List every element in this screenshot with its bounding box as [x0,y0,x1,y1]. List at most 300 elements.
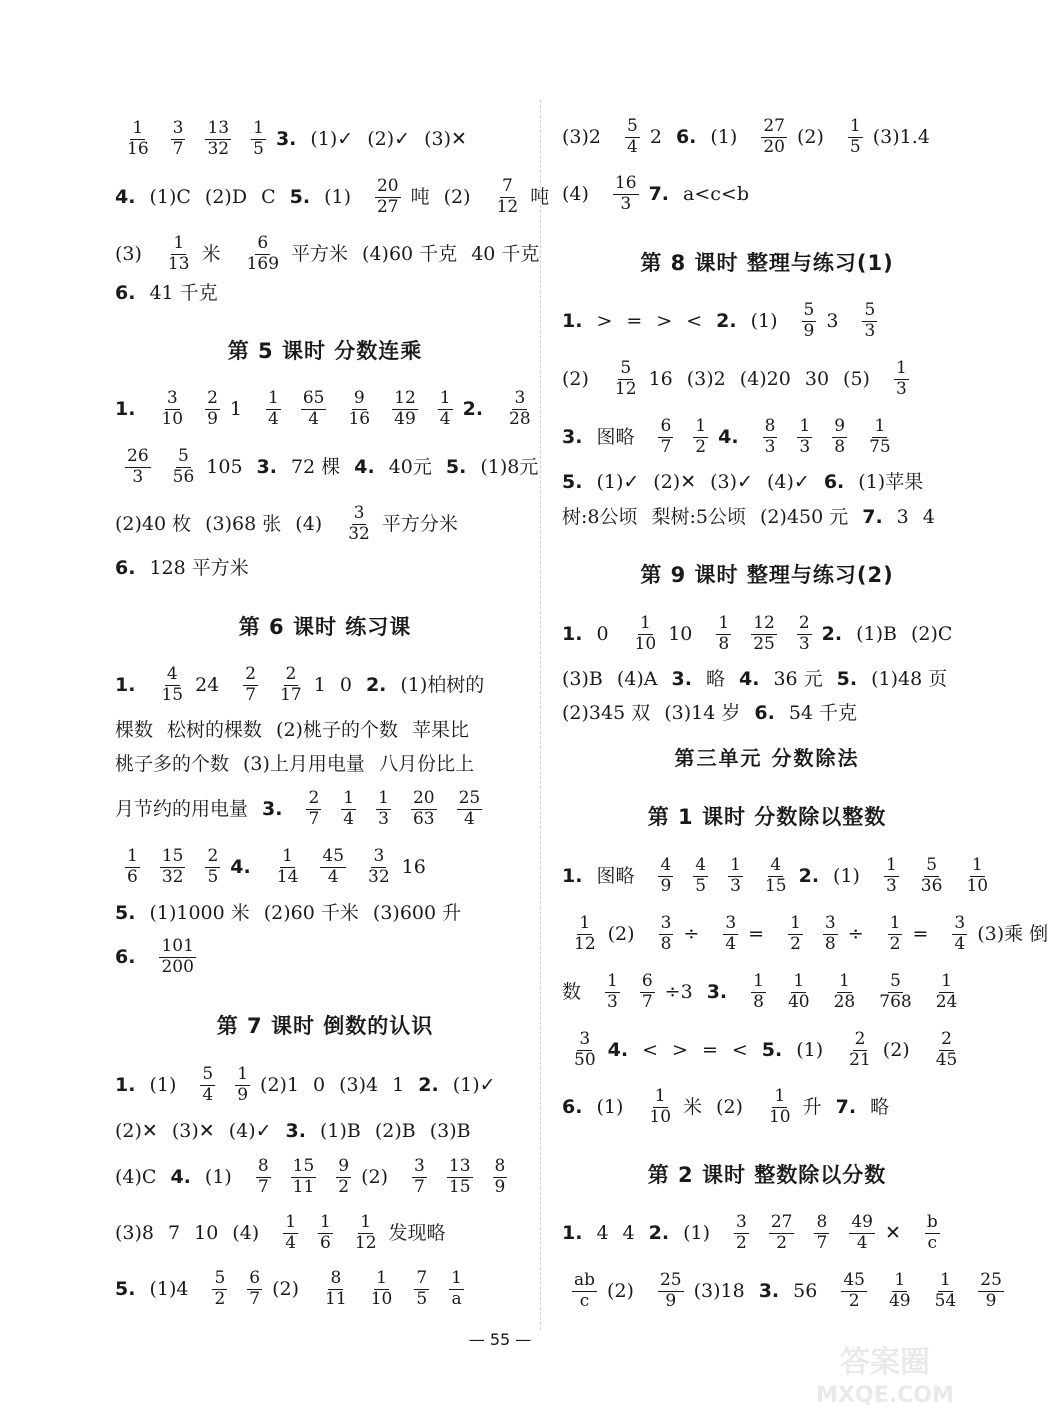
answer-text: (1) [683,1221,711,1244]
answer-text: 1 [392,1073,405,1096]
answer-text: 1 [229,397,243,420]
denominator: 4 [285,1232,297,1253]
fraction [786,973,812,1012]
answer-line [115,178,563,217]
answer-line [562,973,969,1012]
numerator: 1 [753,971,764,991]
answer-text: 41 千克 [149,282,218,304]
question-number: 5. [761,1038,783,1061]
answer-text: 吨 [410,185,430,208]
numerator: 3 [954,913,966,933]
denominator: 2 [889,933,901,954]
answer-text: 40元 [388,455,432,478]
question-number: 6. [675,125,697,148]
numerator: 1 [439,388,451,408]
numerator: 6 [641,971,653,991]
numerator: 2 [207,846,219,866]
numerator: 1 [253,118,264,138]
numerator: 49 [851,1212,873,1232]
lesson-heading: 第 6 课时 练习课 [238,615,412,639]
fraction [323,1270,349,1309]
numerator: ab [574,1270,596,1290]
denominator: 4 [627,136,638,157]
fraction [493,1158,508,1197]
numerator: 9 [338,1156,350,1176]
answer-text: 72 棵 [291,455,341,478]
numerator: 2 [207,388,218,408]
denominator: 75 [869,436,891,457]
answer-text: (3)1.4 [872,125,930,148]
answer-line [562,508,949,527]
denominator: 6 [127,866,138,887]
numerator: 45 [843,1270,865,1290]
numerator: 1 [378,788,389,808]
answer-text: (3)14 岁 [664,702,741,724]
answer-text: = [912,922,929,945]
denominator: 4 [268,408,279,429]
answer-line [115,1122,485,1141]
denominator: 49 [888,1290,911,1311]
numerator: 3 [736,1212,747,1232]
answer-line [115,721,483,740]
numerator: 9 [834,416,846,436]
denominator: 54 [934,1290,957,1311]
fraction [159,390,185,429]
denominator: 2 [848,1290,860,1311]
answer-text: (2)✕ [115,1120,158,1142]
denominator: 2 [776,1232,788,1253]
denominator: 9 [803,320,815,341]
fraction [369,1270,395,1309]
numerator: 1 [774,1086,786,1106]
denominator: 2 [338,1176,350,1197]
numerator: 13 [448,1156,471,1176]
numerator: 1 [971,855,983,875]
numerator: 2 [941,1029,952,1049]
numerator: 101 [161,936,194,956]
denominator: 10 [649,1106,672,1127]
numerator: 3 [414,1156,425,1176]
answer-text: (2)D [204,185,248,208]
question-number: 5. [115,902,136,924]
denominator: 3 [799,436,811,457]
answer-text: < [642,1038,659,1061]
answer-line [562,704,871,723]
answer-line [115,120,481,159]
denominator: 63 [412,808,435,829]
denominator: 14 [276,866,299,887]
numerator: 1 [894,1270,906,1290]
answer-text: 1 [313,673,326,696]
fraction [243,666,258,705]
fraction [200,1066,215,1105]
answer-text: (3)68 张 [205,512,282,535]
denominator: 28 [833,991,856,1012]
fraction [894,360,909,399]
answer-text: 图略 [596,425,635,448]
question-number: 7. [862,506,883,528]
question-number: 7. [648,182,670,205]
fraction [301,390,327,429]
fraction [245,235,281,274]
numerator: 5 [803,300,815,320]
numerator: 12 [394,388,416,408]
answer-text: (1) [750,309,778,332]
fraction [978,1272,1004,1311]
numerator: 1 [132,118,144,138]
numerator: 2 [285,664,297,684]
answer-text: (2) [716,1095,743,1118]
fraction [336,1158,351,1197]
numerator: 1 [639,613,651,633]
answer-text: ✕ [884,1221,901,1244]
fraction [797,418,812,457]
answer-text: (4)A [616,668,658,690]
fraction [572,915,598,954]
numerator: 3 [824,913,836,933]
fraction [862,302,877,341]
denominator: 4 [439,408,451,429]
fraction [728,857,743,896]
answer-line [115,1270,474,1309]
answer-line [115,848,440,887]
watermark-line2: MXQE.COM [816,1383,954,1408]
fraction [925,1214,940,1253]
denominator: 15 [448,1176,471,1197]
question-number: 2. [716,309,737,332]
denominator: 200 [161,956,194,977]
question-number: 1. [562,309,583,332]
question-number: 4. [354,455,375,478]
answer-text: (2)345 双 [562,702,651,724]
fraction [832,418,847,457]
numerator: 1 [579,913,591,933]
numerator: 1 [127,846,138,866]
fraction [375,178,401,217]
denominator: 3 [730,875,741,896]
numerator: 1 [695,416,707,436]
denominator: 10 [370,1288,393,1309]
fraction [212,1270,227,1309]
fraction [205,120,231,159]
question-number: 2. [798,864,820,887]
denominator: 4 [856,1232,868,1253]
question-number: 5. [115,1277,136,1300]
denominator: 9 [985,1290,997,1311]
denominator: 12 [354,1232,377,1253]
denominator: 2 [214,1288,226,1309]
numerator: 4 [695,855,707,875]
fraction [934,973,960,1012]
denominator: 7 [660,436,672,457]
fraction [887,1272,913,1311]
denominator: 768 [879,991,912,1012]
answer-text: = [626,309,643,332]
numerator: 25 [659,1270,682,1290]
question-number: 5. [445,455,467,478]
answer-text: 发现略 [388,1221,446,1244]
answer-text: 4 [596,1221,609,1244]
numerator: 6 [660,416,672,436]
fraction [283,1214,298,1253]
numerator: 4 [166,664,178,684]
fraction [572,1272,597,1311]
denominator: 3 [620,193,632,214]
answer-text: 105 [206,455,243,478]
denominator: 13 [167,253,190,274]
denominator: 3 [607,991,618,1012]
fraction [693,857,708,896]
answer-text: 月节约的用电量 [115,797,249,820]
fraction [171,448,197,487]
numerator: 1 [268,388,279,408]
question-number: 4. [230,855,251,878]
denominator: 50 [574,1049,596,1070]
denominator: 10 [634,633,657,654]
question-number: 3. [285,1120,306,1142]
numerator: 5 [926,855,938,875]
denominator: 7 [172,138,184,159]
answer-text: 0 [339,673,352,696]
answer-text: 4 [922,506,935,528]
answer-line [115,559,263,578]
fraction [205,390,220,429]
answer-text: 3 [896,506,909,528]
numerator: 8 [764,416,776,436]
answer-text: (5) [843,367,870,390]
fraction [346,505,372,544]
fraction [414,1270,429,1309]
fraction [849,1214,875,1253]
fraction [658,1272,684,1311]
answer-text: 苹果比 [411,719,469,741]
numerator: 8 [816,1212,828,1232]
answer-text: (2) [882,1038,910,1061]
answer-text: (4)C [115,1165,157,1188]
answer-text: 30 [804,367,830,390]
fraction [507,390,533,429]
fraction [266,390,281,429]
answer-text: (1) [710,125,738,148]
question-number: 4. [607,1038,629,1061]
denominator: 8 [824,933,836,954]
numerator: 15 [161,846,184,866]
denominator: 40 [787,991,810,1012]
numerator: 3 [579,1029,591,1049]
fraction [605,973,620,1012]
question-number: 1. [562,1221,583,1244]
answer-line [562,1031,969,1070]
answer-text: (3)✕ [171,1120,215,1142]
watermark-logo [790,1340,980,1410]
answer-text: 平方分米 [381,512,458,535]
answer-text: (4)20 [739,367,791,390]
answer-text: (2) [796,125,824,148]
answer-text: 10 [668,622,693,645]
fraction [412,1158,427,1197]
answer-text: ÷3 [664,980,693,1003]
answer-line [562,175,763,214]
question-number: 1. [115,673,136,696]
answer-text: (3)4 [339,1073,379,1096]
numerator: 2 [245,664,257,684]
answer-text: (1)苹果 [858,471,924,493]
answer-text: (4) [562,182,589,205]
answer-text: (4) [295,512,323,535]
answer-text: 0 [313,1073,326,1096]
numerator: 1 [451,1268,462,1288]
numerator: 3 [373,846,385,866]
fraction [366,848,392,887]
fraction [457,790,483,829]
denominator: 32 [368,866,390,887]
answer-text: 40 千克 [471,242,540,265]
question-number: 3. [562,425,583,448]
fraction [291,1158,317,1197]
answer-text: (2)60 千米 [263,902,359,924]
answer-text: (2) [443,185,471,208]
numerator: 3 [172,118,184,138]
denominator: 4 [954,933,966,954]
answer-line [115,1158,517,1197]
denominator: 2 [695,436,707,457]
fraction [306,790,321,829]
denominator: 9 [665,1290,677,1311]
answer-text: (1)4 [149,1277,189,1300]
fraction [438,390,453,429]
fraction [647,1088,673,1127]
answer-text: (3) [115,242,142,265]
question-number: 3. [275,127,297,150]
numerator: 4 [660,855,672,875]
denominator: 3 [378,808,389,829]
answer-text: (2) [562,367,589,390]
denominator: 8 [718,633,730,654]
denominator: 169 [246,253,280,274]
fraction [251,120,266,159]
column-divider [540,100,541,1330]
answer-text: (1)B [319,1120,361,1142]
fraction [763,418,778,457]
numerator: b [926,1212,938,1232]
denominator: 9 [237,1084,249,1105]
numerator: 1 [376,1268,387,1288]
denominator: 10 [161,408,184,429]
fraction [823,915,838,954]
fraction [814,1214,829,1253]
numerator: 8 [494,1156,506,1176]
answer-text: 0 [596,622,609,645]
numerator: 26 [127,446,149,466]
answer-text: (1)48 页 [871,668,948,690]
denominator: 9 [207,408,218,429]
fraction [159,666,185,705]
answer-text: (1)C [149,185,191,208]
denominator: 12 [614,378,637,399]
denominator: 3 [864,320,876,341]
numerator: 8 [330,1268,342,1288]
answer-text: < [686,309,703,332]
answer-text: (3)✕ [424,127,467,150]
numerator: 1 [285,1212,297,1232]
fraction [658,418,673,457]
fraction [802,302,817,341]
answer-text: (1) [149,1073,177,1096]
answer-text: 36 元 [773,668,823,690]
answer-text: 3 [826,309,839,332]
answer-line [115,790,492,829]
answer-text: 桃子多的个数 [115,753,230,775]
answer-line [562,1088,903,1127]
answer-text: 棵数 [115,719,154,741]
denominator: 5 [695,875,707,896]
denominator: 6 [320,1232,331,1253]
question-number: 1. [562,864,583,887]
fraction [934,1031,960,1070]
answer-line [115,1066,510,1105]
answer-line [562,360,919,399]
denominator: 32 [207,138,230,159]
numerator: 65 [302,388,325,408]
answer-text: 4 [622,1221,635,1244]
question-number: 6. [754,702,775,724]
denominator: 15 [161,684,184,705]
denominator: 4 [202,1084,214,1105]
answer-text: (3)上月用电量 [243,753,365,775]
denominator: 3 [132,466,144,487]
numerator: 27 [763,116,785,136]
fraction [867,418,893,457]
denominator: 5 [207,866,219,887]
fraction [376,790,391,829]
answer-line [562,1214,950,1253]
numerator: 3 [660,913,672,933]
numerator: 8 [257,1156,269,1176]
answer-text: = [701,1038,718,1061]
unit-heading: 第三单元 分数除法 [674,746,860,770]
numerator: 1 [730,855,741,875]
denominator: 12 [496,196,519,217]
denominator: 8 [660,933,672,954]
answer-text: (1)✓ [596,471,640,493]
answer-text: (2)✕ [653,471,697,493]
numerator: 5 [864,300,876,320]
numerator: 1 [839,971,850,991]
answer-text: (2) [607,1279,634,1302]
question-number: 3. [758,1279,780,1302]
fraction [318,1214,333,1253]
answer-text: (2)40 枚 [115,512,192,535]
fraction [848,118,863,157]
denominator: 7 [257,1176,269,1197]
denominator: 11 [325,1288,347,1309]
fraction [751,973,766,1012]
answer-line [115,390,543,429]
denominator: 5 [416,1288,428,1309]
answer-text: C [261,185,276,208]
denominator: 3 [885,875,897,896]
answer-line [115,938,206,977]
numerator: 1 [889,913,901,933]
question-number: 2. [462,397,484,420]
denominator: 7 [249,1288,261,1309]
denominator: a [451,1288,462,1309]
fraction [411,790,437,829]
numerator: 6 [257,233,269,253]
numerator: 1 [790,913,801,933]
fraction [613,175,639,214]
fraction [767,1088,793,1127]
